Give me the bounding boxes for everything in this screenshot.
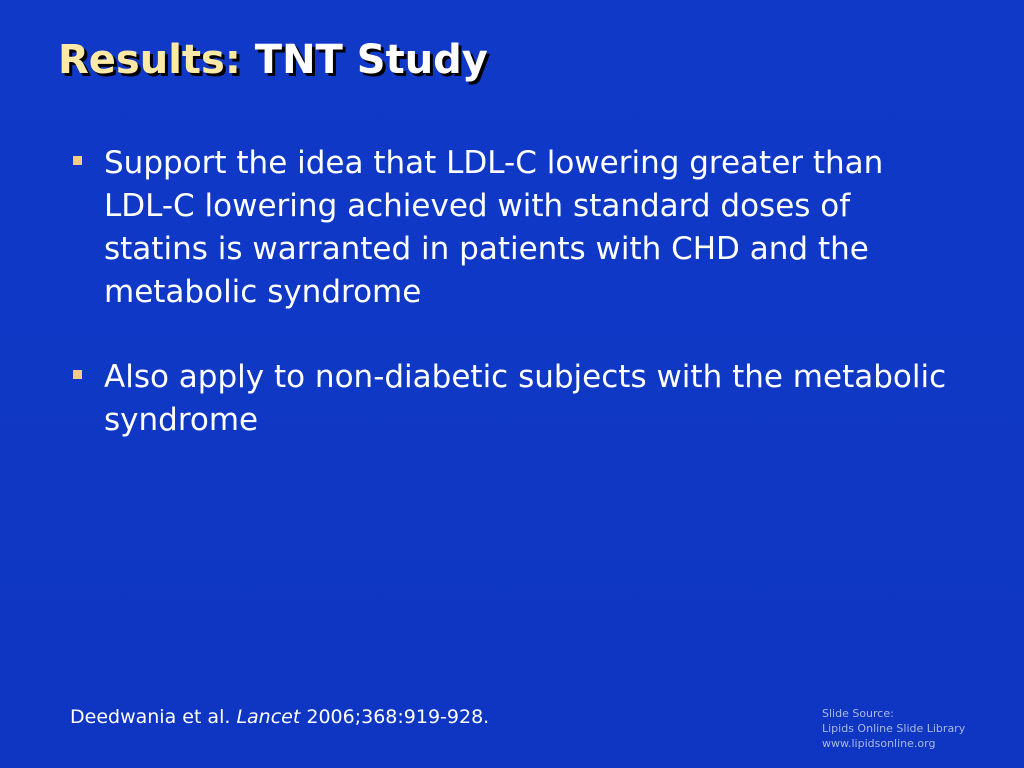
- title-accent: Results:: [58, 37, 241, 83]
- source-line-url: www.lipidsonline.org: [822, 737, 936, 750]
- citation-journal: Lancet: [236, 706, 301, 728]
- citation: [70, 705, 489, 729]
- bullet-text: Also apply to non-diabetic subjects with the metabolic syndrome: [104, 359, 947, 438]
- bullet-text: Support the idea that LDL-C lowering greater than LDL-C lowering achieved with standard doses of statins is warranted in patients with CHD and the metabolic syndrome: [104, 145, 884, 310]
- source-line-library: Lipids Online Slide Library: [822, 722, 966, 735]
- bullet-list: [70, 142, 950, 484]
- title-main: TNT Study: [254, 37, 488, 83]
- square-bullet-icon: [73, 156, 82, 165]
- bullet-item: [70, 142, 950, 314]
- citation-authors: Deedwania et al.: [70, 706, 231, 728]
- slide-source: [822, 706, 965, 751]
- bullet-item: [70, 356, 950, 442]
- slide-title: [58, 34, 488, 86]
- source-line-label: Slide Source:: [822, 707, 894, 720]
- square-bullet-icon: [73, 370, 82, 379]
- citation-details: 2006;368:919-928.: [306, 706, 490, 728]
